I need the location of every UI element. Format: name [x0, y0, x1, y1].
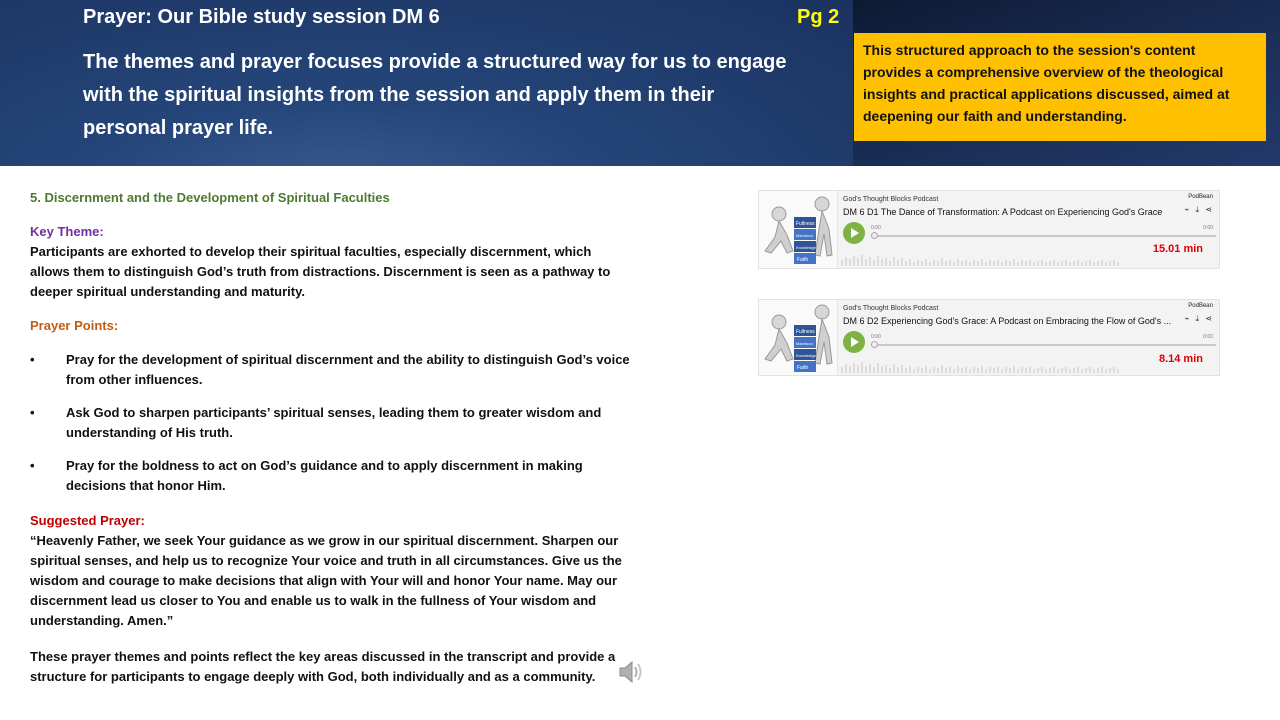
podcast-name: God's Thought Blocks Podcast	[843, 196, 939, 203]
time-elapsed: 0:00	[871, 334, 881, 340]
suggested-prayer-body: “Heavenly Father, we seek Your guidance as we grow in our spiritual discernment. Sharpen our spiritual senses, and help us to recognize Your voice and truth in all circumstances. Give us the wisdom and courage to make decisions that align with Your will and honor Your name. May our discernment lead us closer to You and enable us to walk in the fullness of Your wisdom and understanding. Amen.”	[30, 533, 622, 628]
progress-knob[interactable]	[871, 341, 878, 348]
figures-illustration	[759, 300, 837, 375]
time-elapsed: 0:00	[871, 225, 881, 231]
key-theme-label: Key Theme:	[30, 224, 104, 239]
thumb-word: Manhood	[796, 233, 813, 238]
player-action-icons[interactable]: ⌁ ⤓ ⋖	[1184, 314, 1214, 323]
episode-duration: 15.01 min	[1152, 243, 1203, 255]
section-title: 5. Discernment and the Development of Spiritual Faculties	[30, 190, 390, 205]
waveform	[841, 254, 1211, 266]
list-item	[30, 403, 630, 443]
closing-text: These prayer themes and points reflect the key areas discussed in the transcript and provide a structure for participants to engage deeply with God, both individually and as a community.	[30, 649, 616, 684]
key-theme-body: Participants are exhorted to develop their spiritual faculties, especially discernment, which allows them to distinguish God’s truth from distractions. Discernment is seen as a pathway to deeper spiritual understanding and maturity.	[30, 244, 611, 299]
podcast-player	[758, 299, 1220, 376]
progress-track[interactable]	[871, 344, 1216, 346]
podcast-player	[758, 190, 1220, 269]
waveform	[841, 361, 1211, 373]
bullet-icon: •	[30, 458, 35, 473]
episode-thumbnail	[759, 191, 838, 268]
thumb-word: Knowledge	[796, 245, 816, 250]
slide-header	[0, 0, 1280, 166]
suggested-prayer-label: Suggested Prayer:	[30, 513, 145, 528]
slide-title: Prayer: Our Bible study session DM 6	[83, 6, 440, 28]
podbean-logo[interactable]: PodBean	[1188, 194, 1213, 200]
episode-title[interactable]: DM 6 D1 The Dance of Transformation: A Podcast on Experiencing God's Grace	[843, 207, 1163, 217]
bullet-icon: •	[30, 405, 35, 420]
speaker-icon[interactable]	[616, 658, 644, 686]
episode-thumbnail	[759, 300, 838, 375]
podbean-logo[interactable]: PodBean	[1188, 303, 1213, 309]
list-item	[30, 350, 630, 390]
summary-note: This structured approach to the session's content provides a comprehensive overview of the theological insights and practical applications discussed, aimed at deepening our faith and understanding.	[854, 33, 1266, 141]
episode-duration: 8.14 min	[1158, 353, 1203, 365]
thumb-word: Knowledge	[796, 353, 816, 358]
thumb-word: Manhood	[796, 341, 813, 346]
prayer-point-text: Pray for the development of spiritual discernment and the ability to distinguish God’s voice from other influences.	[66, 352, 630, 387]
time-remaining: 0:00	[1203, 334, 1213, 340]
thumb-word: Fullness	[796, 221, 815, 227]
list-item	[30, 456, 630, 496]
prayer-point-text: Pray for the boldness to act on God’s guidance and to apply discernment in making decisions that honor Him.	[66, 458, 583, 493]
intro-text: The themes and prayer focuses provide a structured way for us to engage with the spiritual insights from the session and apply them in their personal prayer life.	[83, 51, 787, 139]
thumb-word: Fullness	[796, 329, 815, 335]
player-action-icons[interactable]: ⌁ ⤓ ⋖	[1184, 205, 1214, 214]
progress-track[interactable]	[871, 235, 1216, 237]
episode-title[interactable]: DM 6 D2 Experiencing God's Grace: A Podcast on Embracing the Flow of God's ...	[843, 316, 1172, 326]
figures-illustration	[759, 191, 837, 268]
bullet-icon: •	[30, 352, 35, 367]
podcast-name: God's Thought Blocks Podcast	[843, 305, 939, 312]
prayer-points-list	[30, 350, 630, 509]
time-remaining: 0:00	[1203, 225, 1213, 231]
thumb-word: Faith	[797, 365, 809, 371]
play-button[interactable]	[843, 331, 865, 353]
thumb-word: Faith	[797, 257, 809, 263]
progress-knob[interactable]	[871, 232, 878, 239]
play-button[interactable]	[843, 222, 865, 244]
prayer-points-label: Prayer Points:	[30, 318, 119, 333]
prayer-point-text: Ask God to sharpen participants’ spiritual senses, leading them to greater wisdom and understanding of His truth.	[66, 405, 602, 440]
page-number: Pg 2	[797, 6, 840, 28]
